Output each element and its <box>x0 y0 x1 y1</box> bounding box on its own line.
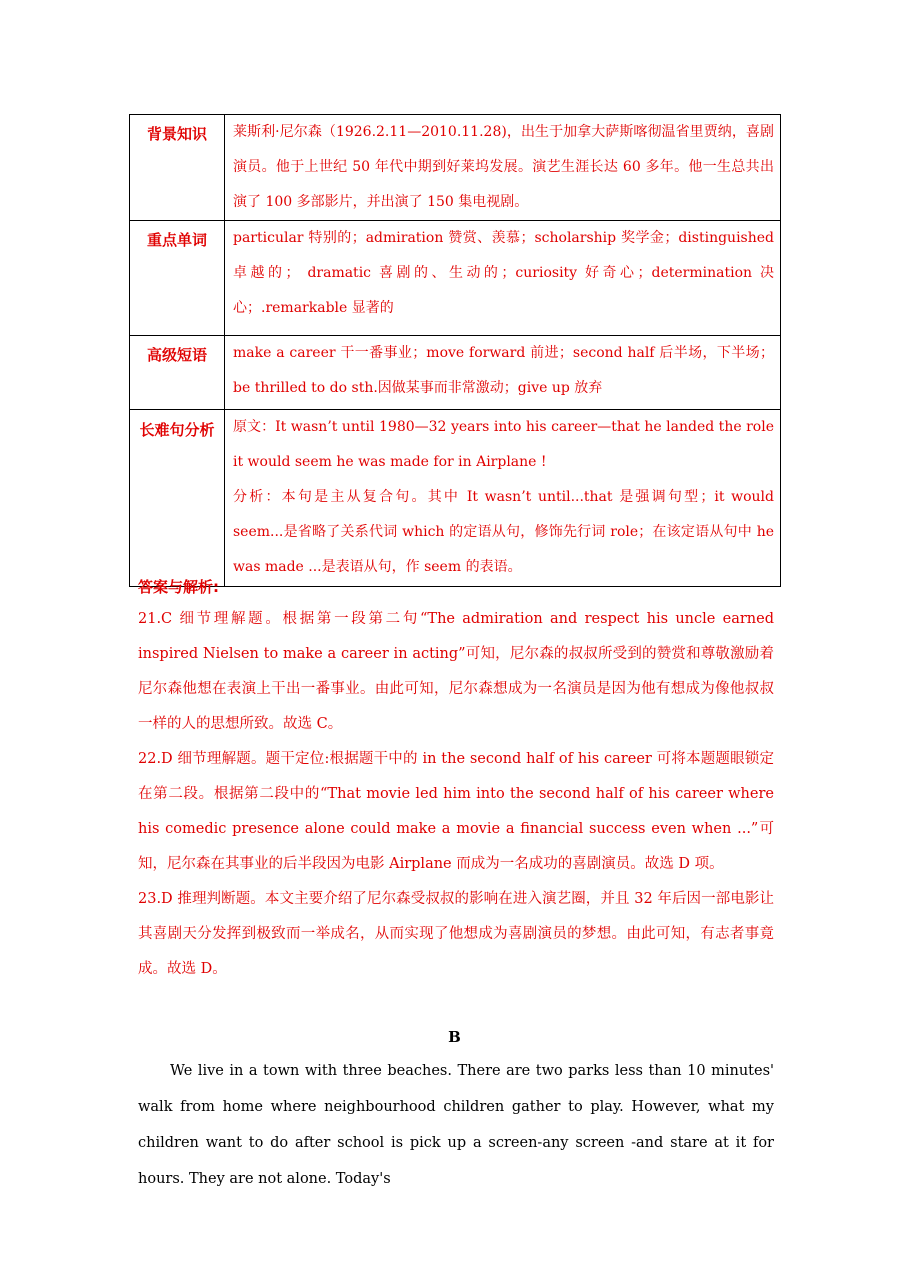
sentence-analysis: 分析：本句是主从复合句。其中 It wasn’t until...that 是强调句型；it would seem...是省略了关系代词 which 的定语从句，修饰先行词 role；在该定语从句中 he was made ...是表语从句，作 seem 的表语。 <box>233 489 774 575</box>
answers-title: 答案与解析: <box>138 578 219 596</box>
row-content-sentence-analysis <box>225 410 781 587</box>
answer-23: 23.D 推理判断题。本文主要介绍了尼尔森受叔叔的影响在进入演艺圈，并且 32 年后因一部电影让其喜剧天分发挥到极致而一举成名，从而实现了他想成为喜剧演员的梦想。由此可知，有志者事竟成。故选 D。 <box>138 891 774 977</box>
answers-block <box>138 602 774 987</box>
table-row <box>130 115 781 221</box>
row-content-background: 莱斯利·尼尔森（1926.2.11—2010.11.28)，出生于加拿大萨斯喀彻温省里贾纳，喜剧演员。他于上世纪 50 年代中期到好莱坞发展。演艺生涯长达 60 多年。他一生总共出演了 100 多部影片，并出演了 150 集电视剧。 <box>225 115 781 221</box>
row-label-phrases: 高级短语 <box>130 336 225 410</box>
row-label-vocabulary: 重点单词 <box>130 221 225 336</box>
answer-22: 22.D 细节理解题。题干定位:根据题干中的 in the second half of his career 可将本题题眼锁定在第二段。根据第二段中的“That movie led him into the second half of his career where his comedic presence alone could make a movie a financial success even when ...”可知，尼尔森在其事业的后半段因为电影 Airplane 而成为一名成功的喜剧演员。故选 D 项。 <box>138 751 774 872</box>
answer-21: 21.C 细节理解题。根据第一段第二句“The admiration and respect his uncle earned inspired Nielsen to make a career in acting”可知，尼尔森的叔叔所受到的赞赏和尊敬激励着尼尔森他想在表演上干出一番事业。由此可知，尼尔森想成为一名演员是因为他有想成为像他叔叔一样的人的思想所致。故选 C。 <box>138 611 774 732</box>
row-label-background: 背景知识 <box>130 115 225 221</box>
row-label-sentence-analysis: 长难句分析 <box>130 410 225 587</box>
section-heading: B <box>448 1028 461 1046</box>
table-row <box>130 336 781 410</box>
row-content-phrases: make a career 干一番事业；move forward 前进；second half 后半场，下半场；be thrilled to do sth.因做某事而非常激动；give up 放弃 <box>225 336 781 410</box>
knowledge-table <box>129 114 781 587</box>
passage-paragraph: We live in a town with three beaches. There are two parks less than 10 minutes' walk from home where neighbourhood children gather to play. However, what my children want to do after school is pick up a screen-any screen -and stare at it for hours. They are not alone. Today's <box>138 1063 774 1187</box>
table-row <box>130 410 781 587</box>
table-row <box>130 221 781 336</box>
original-sentence: 原文：It wasn’t until 1980—32 years into his career—that he landed the role it would seem he was made for in Airplane ! <box>233 419 774 470</box>
row-content-vocabulary: particular 特别的；admiration 赞赏、羡慕；scholarship 奖学金；distinguished 卓越的； dramatic 喜剧的、生动的；curiosity 好奇心；determination 决心；.remarkable 显著的 <box>225 221 781 336</box>
